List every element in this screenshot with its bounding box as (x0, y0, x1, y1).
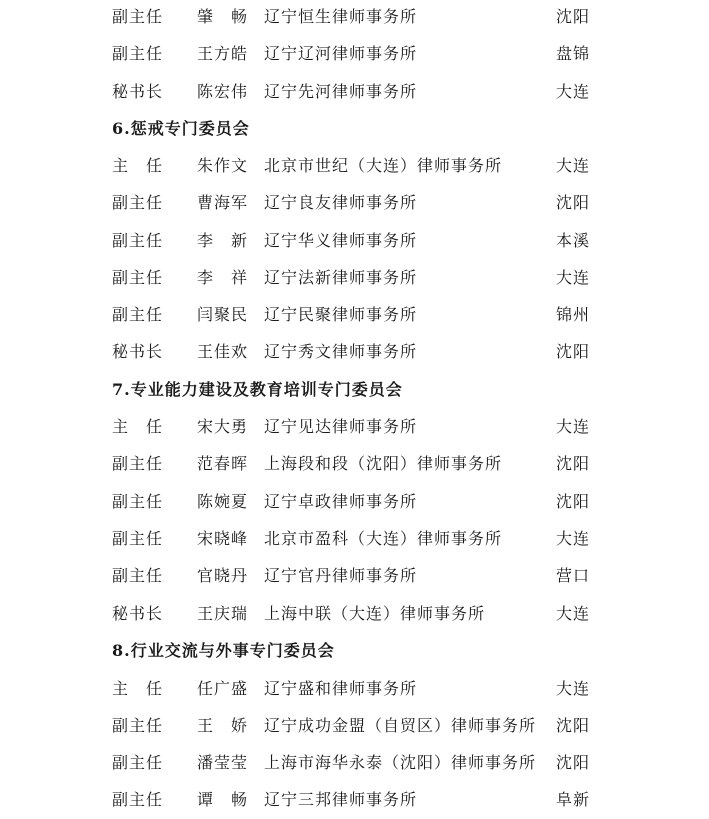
member-city: 营口 (556, 566, 591, 585)
member-city: 锦州 (556, 305, 591, 324)
member-city: 本溪 (556, 231, 591, 250)
member-row (0, 408, 709, 445)
member-city: 大连 (556, 156, 591, 175)
member-name: 任广盛 (197, 679, 249, 698)
member-city: 沈阳 (556, 7, 591, 26)
member-firm: 辽宁秀文律师事务所 (264, 342, 418, 361)
member-city: 大连 (556, 529, 591, 548)
member-row (0, 147, 709, 184)
member-city: 大连 (556, 268, 591, 287)
member-name: 朱作文 (197, 156, 249, 175)
member-city: 沈阳 (556, 193, 591, 212)
member-firm: 辽宁良友律师事务所 (264, 193, 418, 212)
member-name: 范春晖 (197, 454, 249, 473)
member-row (0, 744, 709, 781)
member-row (0, 0, 709, 35)
member-city: 沈阳 (556, 454, 591, 473)
member-firm: 辽宁辽河律师事务所 (264, 44, 418, 63)
member-title: 副主任 (112, 231, 164, 250)
section-heading: 8.行业交流与外事专门委员会 (112, 641, 335, 660)
member-city: 盘锦 (556, 44, 591, 63)
member-row (0, 595, 709, 632)
member-title: 主 任 (112, 417, 164, 436)
member-name: 官晓丹 (197, 566, 249, 585)
member-name: 肇 畅 (197, 7, 249, 26)
member-city: 大连 (556, 82, 591, 101)
member-name: 潘莹莹 (197, 753, 249, 772)
member-row (0, 259, 709, 296)
member-row (0, 781, 709, 818)
member-title: 副主任 (112, 7, 164, 26)
member-title: 主 任 (112, 156, 164, 175)
member-title: 副主任 (112, 716, 164, 735)
member-row (0, 483, 709, 520)
member-row (0, 445, 709, 482)
member-name: 谭 畅 (197, 790, 249, 809)
member-city: 沈阳 (556, 342, 591, 361)
member-name: 李 祥 (197, 268, 249, 287)
member-city: 大连 (556, 604, 591, 623)
member-firm: 辽宁恒生律师事务所 (264, 7, 418, 26)
member-row (0, 670, 709, 707)
member-title: 副主任 (112, 492, 164, 511)
member-name: 王方皓 (197, 44, 249, 63)
member-name: 闫聚民 (197, 305, 249, 324)
member-title: 副主任 (112, 529, 164, 548)
member-firm: 北京市世纪（大连）律师事务所 (264, 156, 503, 175)
member-row (0, 557, 709, 594)
member-city: 沈阳 (556, 716, 591, 735)
member-name: 王庆瑞 (197, 604, 249, 623)
member-title: 副主任 (112, 753, 164, 772)
member-firm: 辽宁见达律师事务所 (264, 417, 418, 436)
member-title: 秘书长 (112, 342, 164, 361)
member-firm: 辽宁先河律师事务所 (264, 82, 418, 101)
member-firm: 上海段和段（沈阳）律师事务所 (264, 454, 503, 473)
member-title: 副主任 (112, 566, 164, 585)
member-firm: 辽宁官丹律师事务所 (264, 566, 418, 585)
member-title: 副主任 (112, 268, 164, 287)
member-city: 阜新 (556, 790, 591, 809)
member-name: 王佳欢 (197, 342, 249, 361)
member-firm: 辽宁成功金盟（自贸区）律师事务所 (264, 716, 537, 735)
section-heading: 7.专业能力建设及教育培训专门委员会 (112, 380, 403, 399)
member-row (0, 184, 709, 221)
member-firm: 辽宁卓政律师事务所 (264, 492, 418, 511)
member-name: 王 娇 (197, 716, 249, 735)
member-row (0, 333, 709, 370)
member-firm: 辽宁民聚律师事务所 (264, 305, 418, 324)
member-row (0, 296, 709, 333)
member-city: 大连 (556, 417, 591, 436)
member-title: 副主任 (112, 305, 164, 324)
member-firm: 辽宁华义律师事务所 (264, 231, 418, 250)
member-title: 主 任 (112, 679, 164, 698)
member-title: 秘书长 (112, 604, 164, 623)
member-firm: 上海中联（大连）律师事务所 (264, 604, 486, 623)
member-name: 宋大勇 (197, 417, 249, 436)
member-city: 沈阳 (556, 492, 591, 511)
section-heading: 6.惩戒专门委员会 (112, 119, 250, 138)
member-firm: 辽宁法新律师事务所 (264, 268, 418, 287)
member-name: 陈婉夏 (197, 492, 249, 511)
member-title: 副主任 (112, 193, 164, 212)
member-firm: 北京市盈科（大连）律师事务所 (264, 529, 503, 548)
member-name: 李 新 (197, 231, 249, 250)
member-title: 秘书长 (112, 82, 164, 101)
member-title: 副主任 (112, 454, 164, 473)
member-firm: 辽宁盛和律师事务所 (264, 679, 418, 698)
member-firm: 辽宁三邦律师事务所 (264, 790, 418, 809)
member-row (0, 707, 709, 744)
member-name: 宋晓峰 (197, 529, 249, 548)
member-city: 大连 (556, 679, 591, 698)
member-firm: 上海市海华永泰（沈阳）律师事务所 (264, 753, 537, 772)
member-title: 副主任 (112, 44, 164, 63)
member-city: 沈阳 (556, 753, 591, 772)
member-row (0, 520, 709, 557)
member-row (0, 222, 709, 259)
member-row (0, 35, 709, 72)
member-row (0, 73, 709, 110)
member-title: 副主任 (112, 790, 164, 809)
member-name: 陈宏伟 (197, 82, 249, 101)
member-name: 曹海军 (197, 193, 249, 212)
